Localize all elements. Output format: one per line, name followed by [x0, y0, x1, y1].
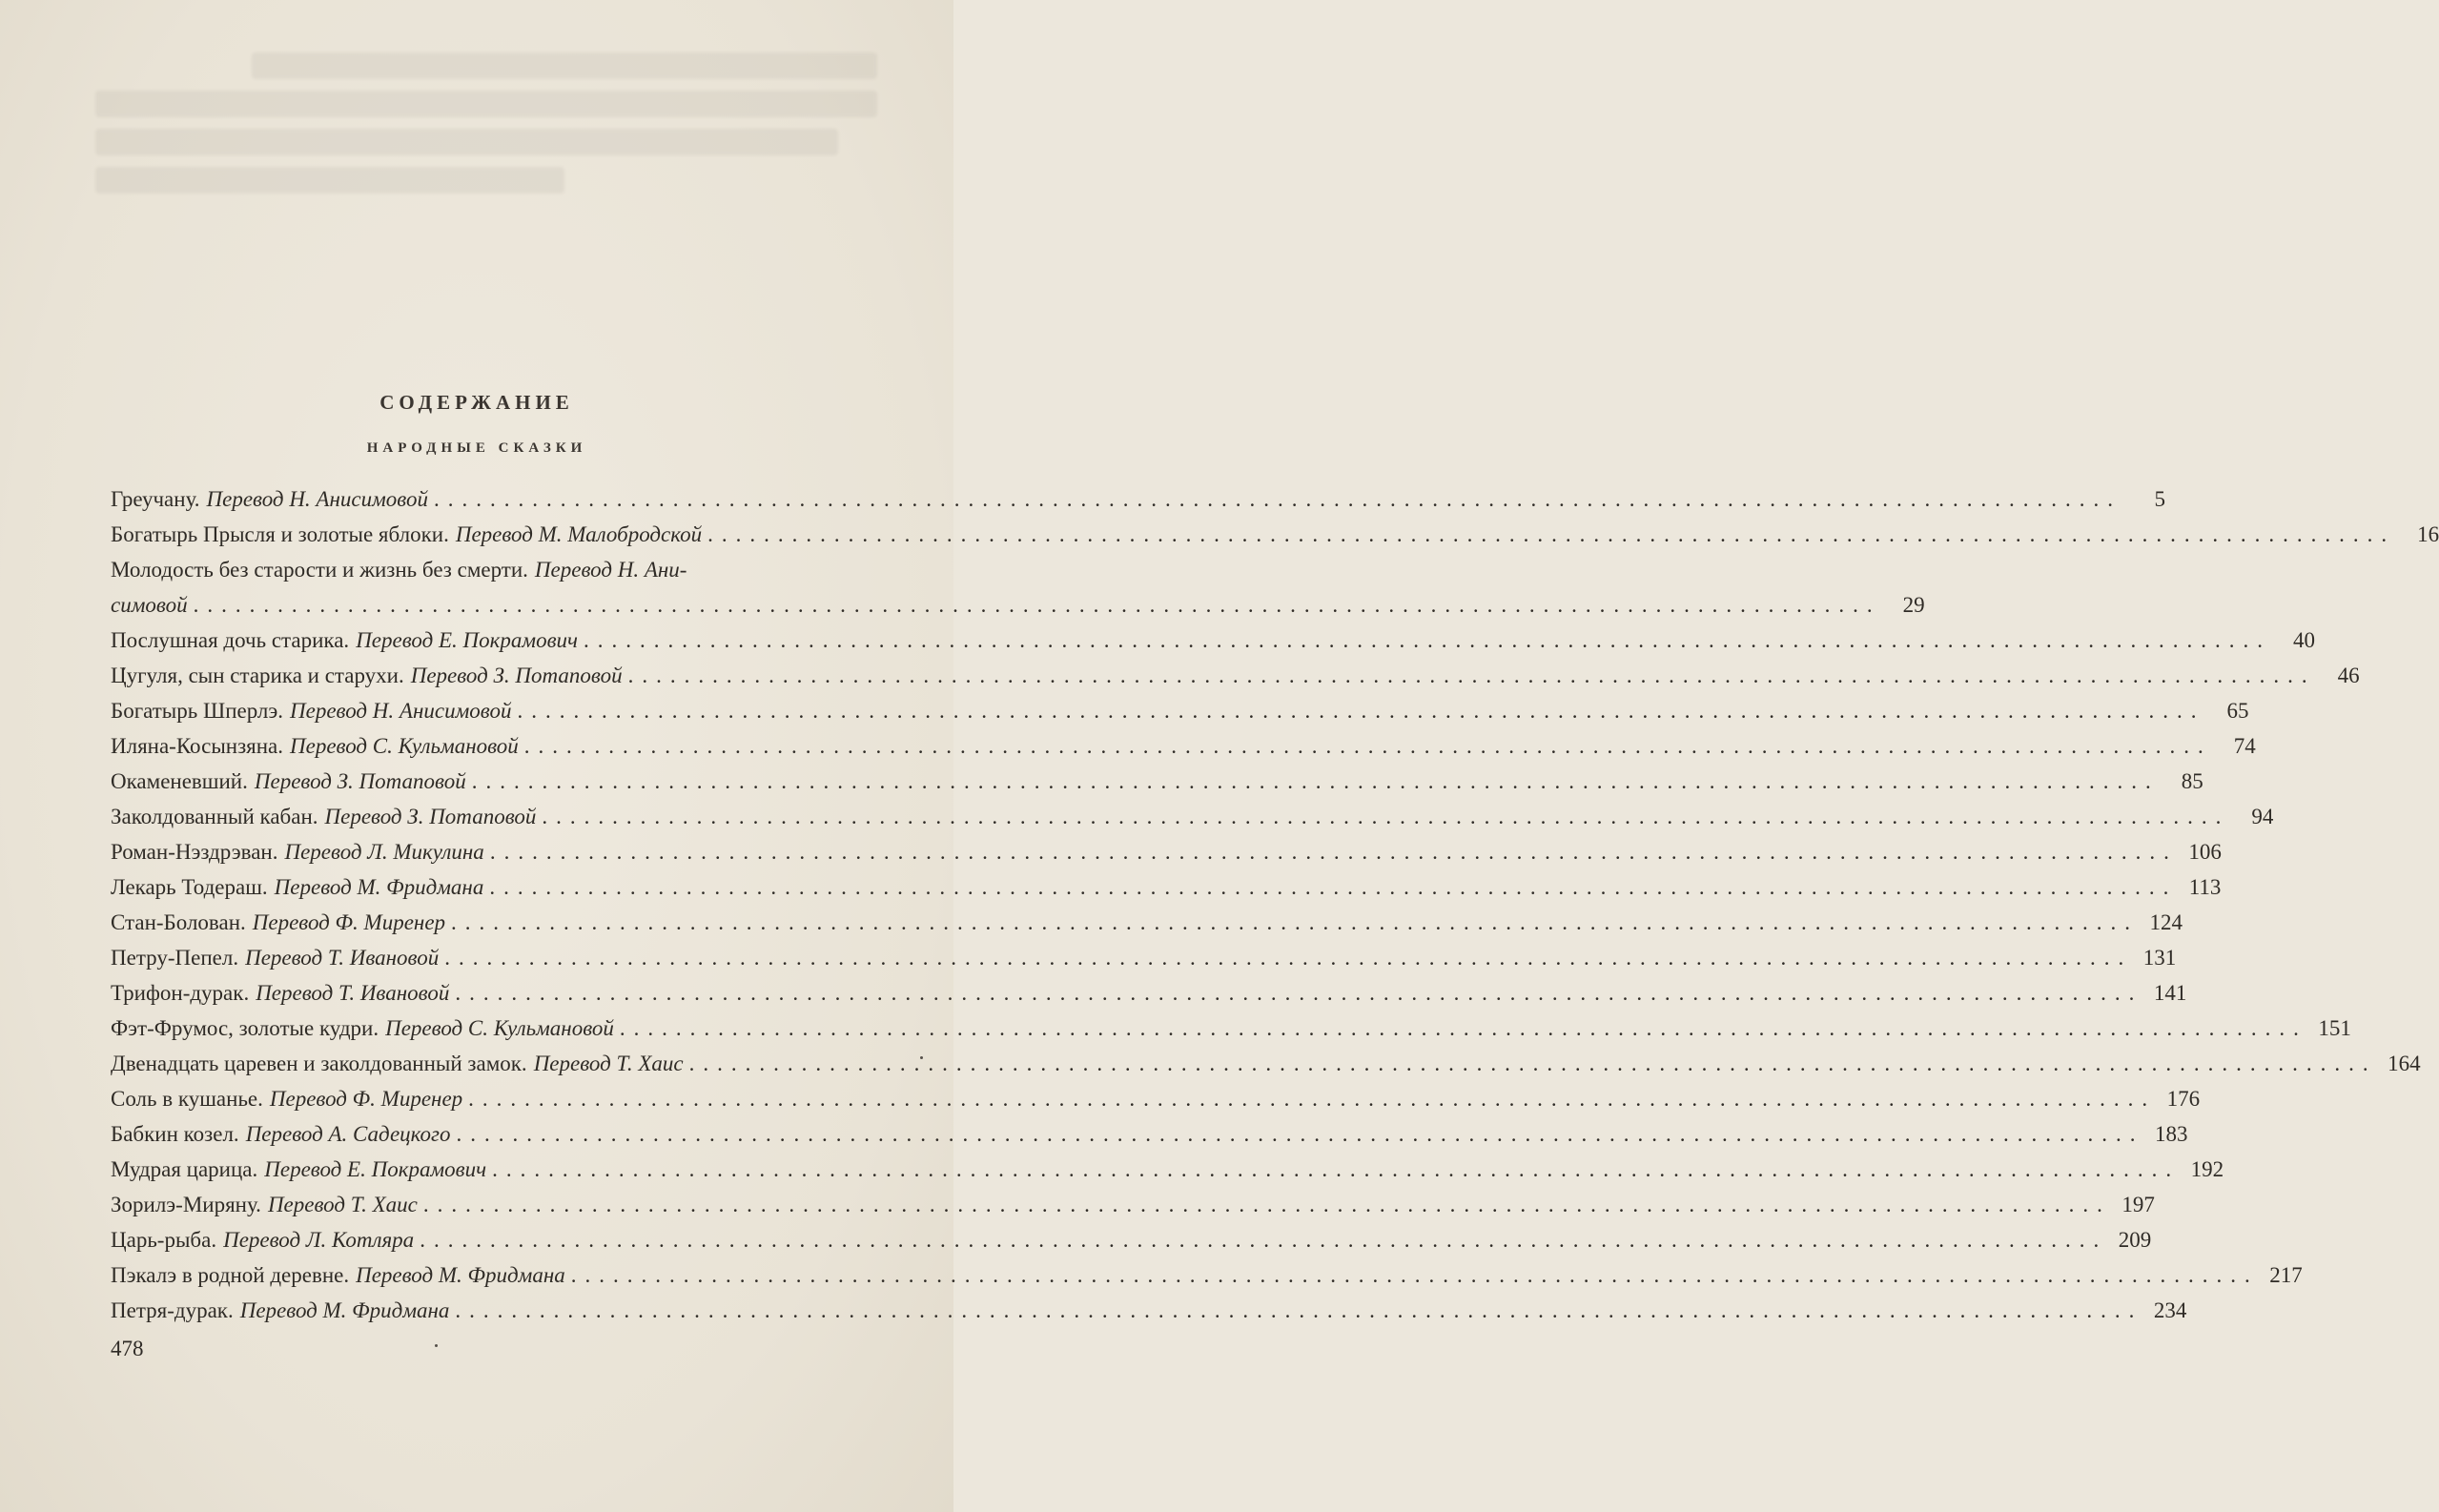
entry-page-number: 40	[2293, 628, 2316, 652]
toc-entry	[111, 693, 2249, 728]
entry-title: Соль в кушанье.	[111, 1087, 263, 1111]
entry-page-number: 113	[2188, 875, 2222, 899]
entry-title: Греучану.	[111, 487, 200, 511]
entry-translator: Перевод Л. Микулина	[284, 840, 484, 864]
entry-translator: Перевод Т. Хаис	[533, 1052, 684, 1075]
entry-title: Фэт-Фрумос, золотые кудри.	[111, 1016, 379, 1040]
dot-leader: ........................................................................................................................	[489, 840, 2178, 864]
entry-title: Стан-Болован.	[111, 910, 246, 934]
dot-leader: ........................................................................................................................	[619, 1016, 2307, 1040]
entry-translator: Перевод Н. Анисимовой	[206, 487, 428, 511]
toc-entry	[111, 1152, 2224, 1187]
entry-translator: Перевод Ф. Миренер	[269, 1087, 463, 1111]
toc-entry	[111, 799, 2274, 834]
entry-page-number: 106	[2188, 840, 2222, 864]
entry-title: Послушная дочь старика.	[111, 628, 350, 652]
dot-leader: ........................................................................................................................	[489, 875, 2178, 899]
dot-leader: ........................................................................................................................	[517, 699, 2205, 723]
toc-entry	[111, 1046, 2421, 1081]
entry-title: Зорилэ-Миряну.	[111, 1193, 261, 1216]
entry-page-number: 141	[2153, 981, 2187, 1005]
entry-page-number: 183	[2155, 1122, 2188, 1146]
entry-title: Богатырь Прысля и золотые яблоки.	[111, 522, 449, 546]
entry-translator: Перевод Т. Ивановой	[245, 946, 440, 970]
entry-translator: Перевод Н. Ани-	[534, 558, 687, 582]
table-of-contents	[111, 481, 2439, 1328]
entry-translator: Перевод А. Садецкого	[245, 1122, 451, 1146]
dot-leader: ........................................................................................................................	[471, 769, 2160, 793]
entry-translator: Перевод З. Потаповой	[324, 805, 537, 828]
toc-entry	[111, 940, 2177, 975]
dot-leader: ........................................................................................................................	[444, 946, 2133, 970]
toc-entry	[111, 869, 2222, 905]
entry-page-number: 176	[2166, 1087, 2201, 1111]
entry-page-number: 192	[2190, 1157, 2224, 1181]
entry-page-number: 46	[2337, 664, 2360, 687]
toc-entry	[111, 975, 2187, 1011]
entry-page-number: 197	[2121, 1193, 2155, 1216]
dot-leader: ........................................................................................................................	[492, 1157, 2181, 1181]
entry-translator: Перевод М. Фридмана	[356, 1263, 565, 1287]
entry-translator: Перевод С. Кульмановой	[290, 734, 519, 758]
entry-title: Окаменевший.	[111, 769, 248, 793]
entry-translator: Перевод Е. Покрамович	[264, 1157, 487, 1181]
toc-entry	[111, 623, 2316, 658]
dot-leader: ........................................................................................................................	[584, 628, 2272, 652]
entry-title: Петря-дурак.	[111, 1298, 234, 1322]
entry-translator: Перевод Л. Котляра	[223, 1228, 415, 1252]
toc-entry	[111, 1257, 2303, 1293]
entry-title: Богатырь Шперлэ.	[111, 699, 284, 723]
entry-translator: Перевод М. Малобродской	[455, 522, 703, 546]
dot-leader: ........................................................................................................................	[570, 1263, 2259, 1287]
entry-translator: Перевод З. Потаповой	[410, 664, 623, 687]
entry-translator: Перевод Н. Анисимовой	[290, 699, 512, 723]
entry-title: Бабкин козел.	[111, 1122, 239, 1146]
dot-leader: ........................................................................................................................	[193, 593, 1881, 617]
entry-page-number: 94	[2251, 805, 2274, 828]
entry-page-number: 29	[1902, 593, 1925, 617]
toc-entry	[111, 481, 2165, 517]
dot-leader: ........................................................................................................................	[456, 1122, 2144, 1146]
entry-translator: Перевод Ф. Миренер	[252, 910, 446, 934]
toc-entry	[111, 834, 2222, 869]
page-number: 478	[111, 1337, 144, 1360]
dot-leader: ........................................................................................................................	[451, 910, 2140, 934]
entry-page-number: 164	[2388, 1052, 2421, 1075]
entry-title: Лекарь Тодераш.	[111, 875, 268, 899]
entry-translator: Перевод З. Потаповой	[254, 769, 466, 793]
toc-subheading: НАРОДНЫЕ СКАЗКИ	[366, 440, 587, 456]
entry-title: Царь-рыба.	[111, 1228, 217, 1252]
entry-title: Роман-Нэздрэван.	[111, 840, 278, 864]
dot-leader: ........................................................................................................................	[688, 1052, 2377, 1075]
entry-title: Молодость без старости и жизнь без смерти.	[111, 558, 528, 582]
entry-page-number: 65	[2226, 699, 2249, 723]
dot-leader: ........................................................................................................................	[523, 734, 2212, 758]
toc-entry	[111, 1187, 2155, 1222]
entry-title: Пэкалэ в родной деревне.	[111, 1263, 350, 1287]
toc-entry	[111, 658, 2360, 693]
toc-heading: СОДЕРЖАНИЕ	[379, 391, 574, 414]
dot-leader: ........................................................................................................................	[707, 522, 2396, 546]
entry-translator: Перевод Е. Покрамович	[356, 628, 579, 652]
dot-leader: ........................................................................................................................	[627, 664, 2316, 687]
ink-speck	[435, 1344, 438, 1347]
dot-leader: ........................................................................................................................	[433, 487, 2121, 511]
entry-translator: Перевод Т. Ивановой	[256, 981, 450, 1005]
entry-title: Иляна-Косынзяна.	[111, 734, 284, 758]
toc-entry	[111, 517, 2439, 552]
dot-leader: ........................................................................................................................	[542, 805, 2230, 828]
toc-entry	[111, 1011, 2351, 1046]
entry-page-number: 16	[2417, 522, 2439, 546]
entry-translator: Перевод С. Кульмановой	[385, 1016, 614, 1040]
toc-entry	[111, 1222, 2152, 1257]
entry-title: Мудрая царица.	[111, 1157, 258, 1181]
dot-leader: ........................................................................................................................	[422, 1193, 2111, 1216]
entry-translator: Перевод М. Фридмана	[239, 1298, 450, 1322]
entry-page-number: 131	[2142, 946, 2177, 970]
entry-translator: симовой	[111, 593, 188, 617]
entry-page-number: 234	[2153, 1298, 2187, 1322]
entry-page-number: 151	[2318, 1016, 2351, 1040]
dot-leader: ........................................................................................................................	[468, 1087, 2157, 1111]
toc-entry	[111, 552, 885, 587]
entry-page-number: 217	[2269, 1263, 2303, 1287]
toc-entry	[111, 728, 2256, 764]
toc-entry	[111, 1116, 2188, 1152]
entry-page-number: 74	[2233, 734, 2256, 758]
bleed-through	[95, 52, 877, 243]
entry-title: Петру-Пепел.	[111, 946, 239, 970]
toc-entry	[111, 1293, 2187, 1328]
entry-title: Двенадцать царевен и заколдованный замок.	[111, 1052, 527, 1075]
entry-translator: Перевод Т. Хаис	[267, 1193, 418, 1216]
dot-leader: ........................................................................................................................	[455, 981, 2143, 1005]
entry-title: Заколдованный кабан.	[111, 805, 318, 828]
toc-entry	[111, 764, 2203, 799]
entry-page-number: 124	[2149, 910, 2183, 934]
toc-entry	[111, 905, 2183, 940]
entry-title: Трифон-дурак.	[111, 981, 250, 1005]
entry-translator: Перевод М. Фридмана	[274, 875, 484, 899]
dot-leader: ........................................................................................................................	[420, 1228, 2108, 1252]
entry-page-number: 85	[2181, 769, 2203, 793]
toc-entry	[111, 1081, 2201, 1116]
entry-title: Цугуля, сын старика и старухи.	[111, 664, 404, 687]
toc-entry	[111, 587, 1925, 623]
dot-leader: ........................................................................................................................	[455, 1298, 2143, 1322]
entry-page-number: 5	[2154, 487, 2165, 511]
entry-page-number: 209	[2118, 1228, 2152, 1252]
